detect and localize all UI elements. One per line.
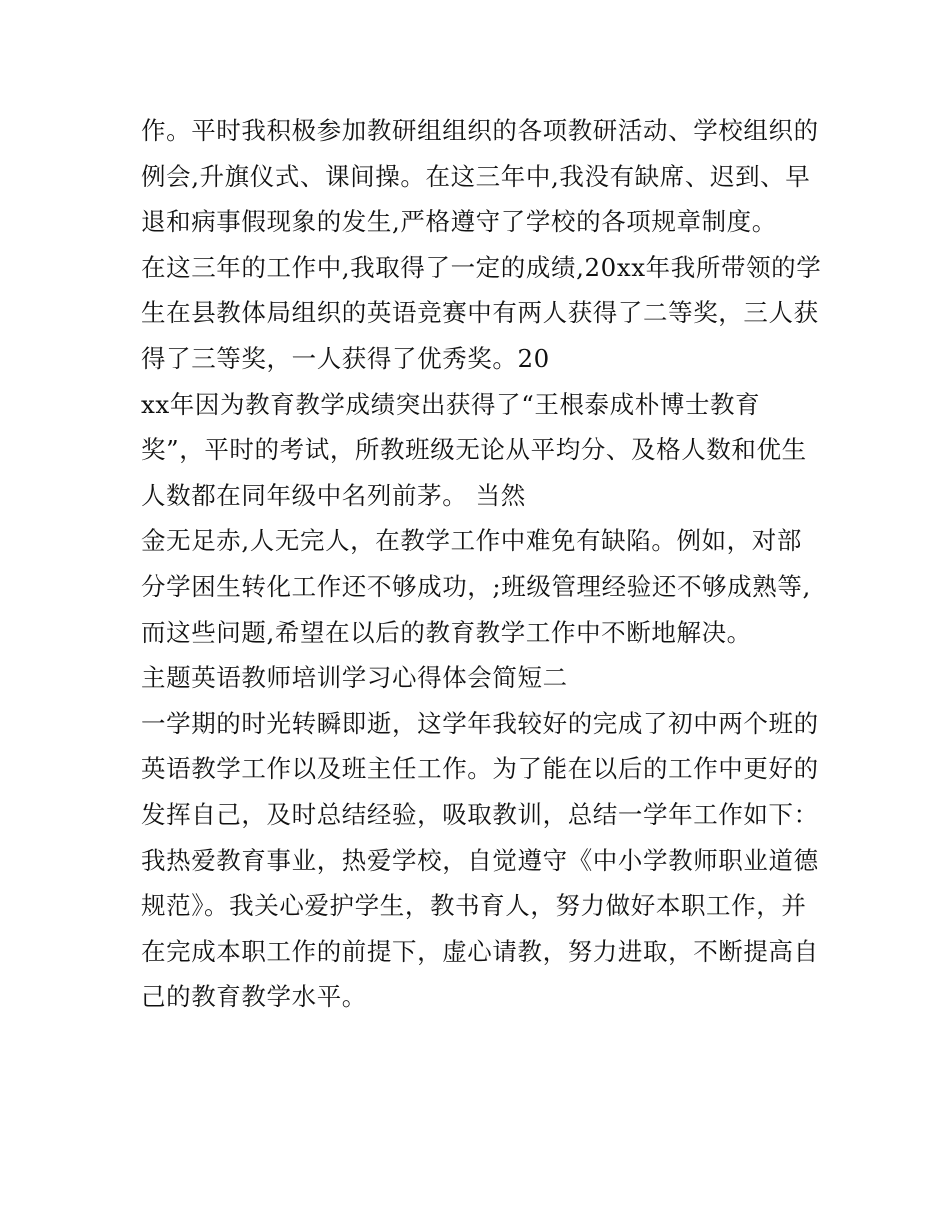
- text-line: 奖”，平时的考试，所教班级无论从平均分、及格人数和优生: [141, 435, 807, 465]
- text-line: 退和病事假现象的发生,严格遵守了学校的各项规章制度。: [141, 207, 777, 237]
- text-line: 发挥自己，及时总结经验，吸取教训，总结一学年工作如下：: [141, 799, 819, 829]
- text-line: 得了三等奖，一人获得了优秀奖。20: [141, 343, 550, 373]
- text-line: 英语教学工作以及班主任工作。为了能在以后的工作中更好的: [141, 754, 819, 784]
- text-line: 例会,升旗仪式、课间操。在这三年中,我没有缺席、迟到、早: [141, 161, 811, 191]
- text-line: 己的教育教学水平。: [141, 982, 367, 1012]
- text-line: 一学期的时光转瞬即逝，这学年我较好的完成了初中两个班的: [141, 708, 819, 738]
- text-line: 而这些问题,希望在以后的教育教学工作中不断地解决。: [141, 617, 752, 647]
- text-line: 在完成本职工作的前提下，虚心请教，努力进取，不断提高自: [141, 936, 819, 966]
- text-line: 生在县教体局组织的英语竞赛中有两人获得了二等奖，三人获: [141, 298, 819, 328]
- document-body: [141, 108, 821, 1020]
- text-line: 在这三年的工作中,我取得了一定的成绩,20xx年我所带领的学: [141, 252, 821, 282]
- text-line: xx年因为教育教学成绩突出获得了“王根泰成朴博士教育: [141, 389, 761, 419]
- text-line: 作。平时我积极参加教研组组织的各项教研活动、学校组织的: [141, 116, 819, 145]
- text-line: 我热爱教育事业，热爱学校，自觉遵守《中小学教师职业道德: [141, 845, 819, 875]
- text-line: 人数都在同年级中名列前茅。 当然: [141, 480, 526, 510]
- text-line: 规范》。我关心爱护学生，教书育人，努力做好本职工作，并: [141, 891, 807, 921]
- text-line: 分学困生转化工作还不够成功，;班级管理经验还不够成熟等,: [141, 571, 811, 601]
- text-line: 金无足赤,人无完人，在教学工作中难免有缺陷。例如，对部: [141, 526, 802, 556]
- section-heading: 主题英语教师培训学习心得体会简短二: [141, 663, 568, 693]
